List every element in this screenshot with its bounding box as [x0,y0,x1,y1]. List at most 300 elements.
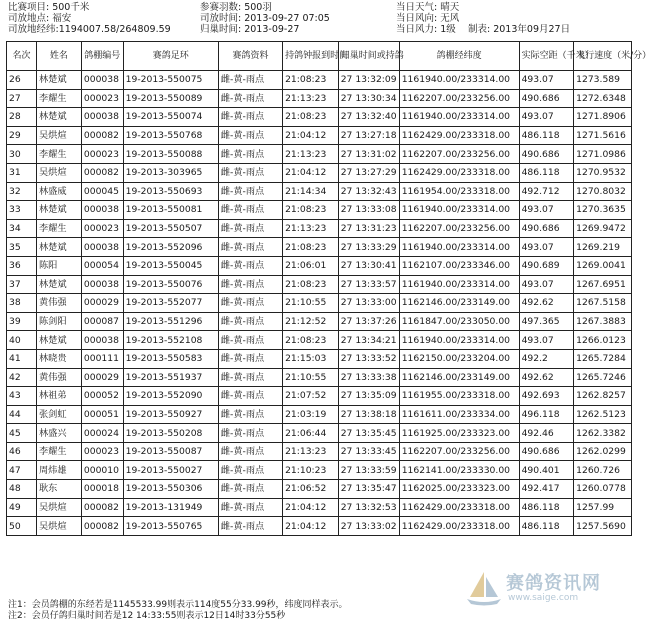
cell-return-time: 27 13:35:09 [338,387,399,406]
cell-loft-id: 000038 [81,108,123,127]
cell-bird-info: 雌-黄-雨点 [218,312,282,331]
cell-clock-time: 21:08:23 [283,201,339,220]
cell-speed: 1267.3883 [574,312,632,331]
cell-bird-info: 雌-黄-雨点 [218,424,282,443]
cell-loft-id: 000082 [81,163,123,182]
cell-speed: 1269.9472 [574,219,632,238]
cell-clock-time: 21:13:23 [283,219,339,238]
cell-distance: 486.118 [519,498,574,517]
cell-clock-time: 21:04:12 [283,126,339,145]
cell-coordinates: 1162429.00/233318.00 [399,126,519,145]
cell-bird-info: 雌-黄-雨点 [218,238,282,257]
cell-loft-id: 000018 [81,480,123,499]
cell-ring: 19-2013-303965 [123,163,218,182]
cell-coordinates: 1161847.00/233050.00 [399,312,519,331]
watermark-url: www.saige.com [508,593,579,603]
cell-name: 周炜雄 [36,461,81,480]
cell-return-time: 27 13:31:23 [338,219,399,238]
cell-speed: 1260.0778 [574,480,632,499]
cell-coordinates: 1162207.00/233256.00 [399,219,519,238]
cell-loft-id: 000051 [81,405,123,424]
cell-clock-time: 21:07:52 [283,387,339,406]
cell-bird-info: 雌-黄-雨点 [218,480,282,499]
table-header-row [7,42,632,71]
cell-name: 吴烘煊 [36,517,81,536]
cell-speed: 1257.99 [574,498,632,517]
cell-distance: 486.118 [519,163,574,182]
table-row [7,442,632,461]
cell-ring: 19-2013-552108 [123,331,218,350]
cell-return-time: 27 13:30:34 [338,89,399,108]
cell-speed: 1267.5158 [574,294,632,313]
cell-bird-info: 雌-黄-雨点 [218,331,282,350]
cell-loft-id: 000054 [81,256,123,275]
cell-return-time: 27 13:35:47 [338,480,399,499]
cell-return-time: 27 13:33:38 [338,368,399,387]
table-row [7,368,632,387]
cell-ring: 19-2013-550507 [123,219,218,238]
cell-clock-time: 21:10:23 [283,461,339,480]
cell-distance: 493.07 [519,108,574,127]
cell-clock-time: 21:06:44 [283,424,339,443]
table-row [7,163,632,182]
cell-coordinates: 1161940.00/233314.00 [399,331,519,350]
cell-rank: 43 [7,387,37,406]
cell-clock-time: 21:03:19 [283,405,339,424]
cell-ring: 19-2013-550088 [123,145,218,164]
cell-bird-info: 雌-黄-雨点 [218,275,282,294]
table-row [7,461,632,480]
cell-name: 黄伟强 [36,368,81,387]
cell-return-time: 27 13:31:02 [338,145,399,164]
cell-bird-info: 雌-黄-雨点 [218,256,282,275]
col-header-loft-id: 鸽棚编号 [81,42,123,71]
cell-loft-id: 000038 [81,201,123,220]
cell-distance: 486.118 [519,517,574,536]
cell-coordinates: 1161940.00/233314.00 [399,238,519,257]
cell-name: 林楚斌 [36,108,81,127]
cell-speed: 1273.589 [574,71,632,90]
cell-distance: 492.46 [519,424,574,443]
cell-clock-time: 21:10:55 [283,368,339,387]
cell-speed: 1270.3635 [574,201,632,220]
cell-return-time: 27 13:33:29 [338,238,399,257]
cell-distance: 486.118 [519,126,574,145]
cell-loft-id: 000023 [81,442,123,461]
cell-bird-info: 雌-黄-雨点 [218,517,282,536]
cell-bird-info: 雌-黄-雨点 [218,201,282,220]
cell-distance: 496.118 [519,405,574,424]
cell-distance: 490.686 [519,145,574,164]
cell-return-time: 27 13:37:26 [338,312,399,331]
race-item: 比赛项目: 500千米 [8,2,90,13]
cell-ring: 19-2013-550081 [123,201,218,220]
cell-distance: 493.07 [519,275,574,294]
cell-name: 林楚斌 [36,238,81,257]
cell-speed: 1270.8032 [574,182,632,201]
site-watermark [464,569,634,609]
table-row [7,480,632,499]
cell-distance: 492.712 [519,182,574,201]
cell-return-time: 27 13:33:52 [338,349,399,368]
cell-name: 陈剑阳 [36,312,81,331]
col-header-clock-time: 持鸽钟报到时间 [283,42,339,71]
header-column-middle [200,2,330,35]
release-time: 司放时间: 2013-09-27 07:05 [200,13,330,24]
cell-loft-id: 000029 [81,294,123,313]
cell-ring: 19-2013-550045 [123,256,218,275]
cell-loft-id: 000082 [81,126,123,145]
results-table [6,41,651,536]
cell-distance: 497.365 [519,312,574,331]
cell-bird-info: 雌-黄-雨点 [218,349,282,368]
cell-clock-time: 21:08:23 [283,238,339,257]
cell-distance: 492.62 [519,368,574,387]
cell-clock-time: 21:08:23 [283,275,339,294]
cell-coordinates: 1161611.00/233334.00 [399,405,519,424]
cell-coordinates: 1161940.00/233314.00 [399,275,519,294]
cell-clock-time: 21:04:12 [283,517,339,536]
note-1: 注1：会员鸽棚的东经若是1145533.99则表示114度55分33.99秒，纬度同样表示。 [8,600,348,610]
cell-clock-time: 21:06:01 [283,256,339,275]
cell-return-time: 27 13:33:59 [338,461,399,480]
cell-ring: 19-2013-551296 [123,312,218,331]
cell-speed: 1266.0123 [574,331,632,350]
cell-clock-time: 21:08:23 [283,331,339,350]
table-row [7,498,632,517]
cell-bird-info: 雌-黄-雨点 [218,498,282,517]
cell-coordinates: 1162429.00/233318.00 [399,498,519,517]
cell-bird-info: 雌-黄-雨点 [218,368,282,387]
cell-ring: 19-2013-550087 [123,442,218,461]
cell-return-time: 27 13:33:57 [338,275,399,294]
cell-ring: 19-2013-552090 [123,387,218,406]
cell-coordinates: 1162150.00/233204.00 [399,349,519,368]
cell-ring: 19-2013-550074 [123,108,218,127]
cell-loft-id: 000010 [81,461,123,480]
cell-return-time: 27 13:38:18 [338,405,399,424]
cell-name: 李耀生 [36,89,81,108]
cell-return-time: 27 13:33:02 [338,517,399,536]
entry-count: 参赛羽数: 500羽 [200,2,272,13]
table-row [7,108,632,127]
notes [8,600,348,622]
cell-return-time: 27 13:34:21 [338,331,399,350]
cell-speed: 1262.3382 [574,424,632,443]
cell-speed: 1265.7284 [574,349,632,368]
table-row [7,126,632,145]
cell-coordinates: 1162207.00/233256.00 [399,145,519,164]
table-row [7,294,632,313]
cell-rank: 27 [7,89,37,108]
cell-ring: 19-2013-550927 [123,405,218,424]
cell-ring: 19-2013-550583 [123,349,218,368]
cell-bird-info: 雌-黄-雨点 [218,163,282,182]
cell-coordinates: 1161940.00/233314.00 [399,108,519,127]
cell-name: 陈阳 [36,256,81,275]
return-time: 归巢时间: 2013-09-27 [200,24,300,35]
cell-return-time: 27 13:32:40 [338,108,399,127]
cell-return-time: 27 13:35:45 [338,424,399,443]
cell-bird-info: 雌-黄-雨点 [218,461,282,480]
cell-coordinates: 1162107.00/233346.00 [399,256,519,275]
cell-rank: 37 [7,275,37,294]
cell-ring: 19-2013-550306 [123,480,218,499]
cell-distance: 492.417 [519,480,574,499]
table-row [7,71,632,90]
cell-name: 李耀生 [36,219,81,238]
cell-clock-time: 21:14:34 [283,182,339,201]
cell-rank: 34 [7,219,37,238]
cell-bird-info: 雌-黄-雨点 [218,442,282,461]
cell-rank: 36 [7,256,37,275]
cell-clock-time: 21:13:23 [283,89,339,108]
cell-loft-id: 000111 [81,349,123,368]
sailboat-logo-icon [464,569,504,607]
table-row [7,201,632,220]
cell-loft-id: 000038 [81,71,123,90]
cell-distance: 492.2 [519,349,574,368]
cell-speed: 1269.219 [574,238,632,257]
cell-loft-id: 000087 [81,312,123,331]
cell-bird-info: 雌-黄-雨点 [218,126,282,145]
watermark-title: 赛鸽资讯网 [506,573,601,594]
race-header [8,2,634,42]
cell-rank: 44 [7,405,37,424]
cell-rank: 41 [7,349,37,368]
printed-date: 制表: 2013年09月27日 [468,24,571,35]
cell-clock-time: 21:13:23 [283,145,339,164]
cell-name: 林楚斌 [36,71,81,90]
cell-bird-info: 雌-黄-雨点 [218,294,282,313]
cell-coordinates: 1161940.00/233314.00 [399,201,519,220]
cell-return-time: 27 13:33:45 [338,442,399,461]
col-header-speed: 飞行速度（米/分） [574,42,632,71]
cell-loft-id: 000038 [81,331,123,350]
cell-distance: 493.07 [519,201,574,220]
cell-loft-id: 000052 [81,387,123,406]
header-column-left [8,2,171,35]
cell-speed: 1265.7246 [574,368,632,387]
cell-name: 林盛威 [36,182,81,201]
wind-direction: 当日风向: 无风 [396,13,460,24]
cell-distance: 492.62 [519,294,574,313]
cell-bird-info: 雌-黄-雨点 [218,108,282,127]
cell-ring: 19-2013-552096 [123,238,218,257]
cell-speed: 1262.5123 [574,405,632,424]
cell-return-time: 27 13:32:53 [338,498,399,517]
cell-ring: 19-2013-550089 [123,89,218,108]
cell-clock-time: 21:08:23 [283,108,339,127]
table-row [7,182,632,201]
cell-rank: 29 [7,126,37,145]
release-place: 司放地点: 福安 [8,13,72,24]
cell-bird-info: 雌-黄-雨点 [218,71,282,90]
cell-coordinates: 1162146.00/233149.00 [399,294,519,313]
cell-ring: 19-2013-550076 [123,275,218,294]
cell-name: 吴烘煊 [36,163,81,182]
cell-name: 林晓贵 [36,349,81,368]
cell-loft-id: 000082 [81,517,123,536]
cell-bird-info: 雌-黄-雨点 [218,405,282,424]
cell-loft-id: 000023 [81,219,123,238]
cell-rank: 32 [7,182,37,201]
cell-coordinates: 1162141.00/233330.00 [399,461,519,480]
table-row [7,275,632,294]
table-row [7,349,632,368]
cell-distance: 492.693 [519,387,574,406]
cell-speed: 1272.6348 [574,89,632,108]
cell-distance: 490.686 [519,89,574,108]
cell-coordinates: 1162429.00/233318.00 [399,163,519,182]
cell-name: 李耀生 [36,442,81,461]
cell-clock-time: 21:15:03 [283,349,339,368]
cell-ring: 19-2013-550208 [123,424,218,443]
cell-loft-id: 000024 [81,424,123,443]
cell-clock-time: 21:08:23 [283,71,339,90]
cell-bird-info: 雌-黄-雨点 [218,89,282,108]
cell-coordinates: 1161940.00/233314.00 [399,71,519,90]
cell-speed: 1270.9532 [574,163,632,182]
col-header-bird-info: 赛鸽资料 [218,42,282,71]
cell-coordinates: 1161955.00/233318.00 [399,387,519,406]
cell-rank: 45 [7,424,37,443]
cell-ring: 19-2013-550693 [123,182,218,201]
cell-speed: 1262.8257 [574,387,632,406]
table-row [7,517,632,536]
cell-rank: 26 [7,71,37,90]
cell-ring: 19-2013-552077 [123,294,218,313]
cell-ring: 19-2013-551937 [123,368,218,387]
cell-name: 黄伟强 [36,294,81,313]
cell-speed: 1260.726 [574,461,632,480]
cell-ring: 19-2013-550075 [123,71,218,90]
cell-loft-id: 000023 [81,145,123,164]
cell-ring: 19-2013-550027 [123,461,218,480]
cell-distance: 490.689 [519,256,574,275]
cell-bird-info: 雌-黄-雨点 [218,145,282,164]
cell-return-time: 27 13:27:18 [338,126,399,145]
col-header-ring: 赛鸽足环 [123,42,218,71]
wind-force: 当日风力: 1级 [396,24,456,35]
cell-name: 耿东 [36,480,81,499]
cell-bird-info: 雌-黄-雨点 [218,387,282,406]
cell-distance: 493.07 [519,71,574,90]
cell-clock-time: 21:10:55 [283,294,339,313]
cell-name: 林盛兴 [36,424,81,443]
cell-distance: 493.07 [519,238,574,257]
cell-return-time: 27 13:33:00 [338,294,399,313]
cell-return-time: 27 13:32:09 [338,71,399,90]
cell-name: 林祖弟 [36,387,81,406]
col-header-distance: 实际空距（千米） [519,42,574,71]
cell-loft-id: 000082 [81,498,123,517]
cell-speed: 1267.6951 [574,275,632,294]
table-row [7,145,632,164]
table-row [7,405,632,424]
table-row [7,238,632,257]
cell-distance: 490.686 [519,219,574,238]
cell-bird-info: 雌-黄-雨点 [218,219,282,238]
cell-return-time: 27 13:33:08 [338,201,399,220]
table-row [7,387,632,406]
cell-coordinates: 1162146.00/233149.00 [399,368,519,387]
cell-rank: 38 [7,294,37,313]
cell-rank: 42 [7,368,37,387]
cell-rank: 30 [7,145,37,164]
cell-coordinates: 1162025.00/233323.00 [399,480,519,499]
cell-loft-id: 000038 [81,238,123,257]
cell-ring: 19-2013-550765 [123,517,218,536]
cell-speed: 1271.5616 [574,126,632,145]
cell-name: 林楚斌 [36,275,81,294]
cell-rank: 48 [7,480,37,499]
col-header-coordinates: 鸽棚经纬度 [399,42,519,71]
table-row [7,256,632,275]
cell-speed: 1271.0986 [574,145,632,164]
cell-rank: 35 [7,238,37,257]
cell-rank: 46 [7,442,37,461]
weather: 当日天气: 晴天 [396,2,460,13]
col-header-rank: 名次 [7,42,37,71]
cell-rank: 49 [7,498,37,517]
table-body [7,71,632,536]
cell-clock-time: 21:06:52 [283,480,339,499]
cell-distance: 490.686 [519,442,574,461]
table-row [7,219,632,238]
cell-distance: 493.07 [519,331,574,350]
cell-return-time: 27 13:30:41 [338,256,399,275]
cell-speed: 1262.0299 [574,442,632,461]
cell-rank: 33 [7,201,37,220]
cell-clock-time: 21:04:12 [283,163,339,182]
cell-clock-time: 21:04:12 [283,498,339,517]
cell-return-time: 27 13:27:29 [338,163,399,182]
cell-rank: 39 [7,312,37,331]
cell-speed: 1257.5690 [574,517,632,536]
cell-ring: 19-2013-131949 [123,498,218,517]
cell-clock-time: 21:13:23 [283,442,339,461]
cell-loft-id: 000023 [81,89,123,108]
cell-ring: 19-2013-550768 [123,126,218,145]
cell-coordinates: 1162429.00/233318.00 [399,517,519,536]
table-row [7,424,632,443]
release-coords: 司放地经纬:1194007.58/264809.59 [8,24,171,35]
table-row [7,331,632,350]
cell-rank: 40 [7,331,37,350]
cell-speed: 1269.0041 [574,256,632,275]
cell-name: 林楚斌 [36,331,81,350]
cell-name: 林楚斌 [36,201,81,220]
cell-coordinates: 1162207.00/233256.00 [399,89,519,108]
cell-bird-info: 雌-黄-雨点 [218,182,282,201]
table-row [7,89,632,108]
cell-clock-time: 21:12:52 [283,312,339,331]
cell-return-time: 27 13:32:43 [338,182,399,201]
cell-loft-id: 000029 [81,368,123,387]
cell-rank: 31 [7,163,37,182]
col-header-return-time: 归巢时间或持鸽 [338,42,399,71]
table-row [7,312,632,331]
cell-name: 李耀生 [36,145,81,164]
cell-name: 吴烘煊 [36,498,81,517]
cell-rank: 28 [7,108,37,127]
note-2: 注2：会员仔鸽归巢时间若是12 14:33:55则表示12日14时33分55秒 [8,611,286,621]
cell-speed: 1271.8906 [574,108,632,127]
header-column-right [396,2,459,35]
cell-loft-id: 000038 [81,275,123,294]
cell-coordinates: 1162207.00/233256.00 [399,442,519,461]
